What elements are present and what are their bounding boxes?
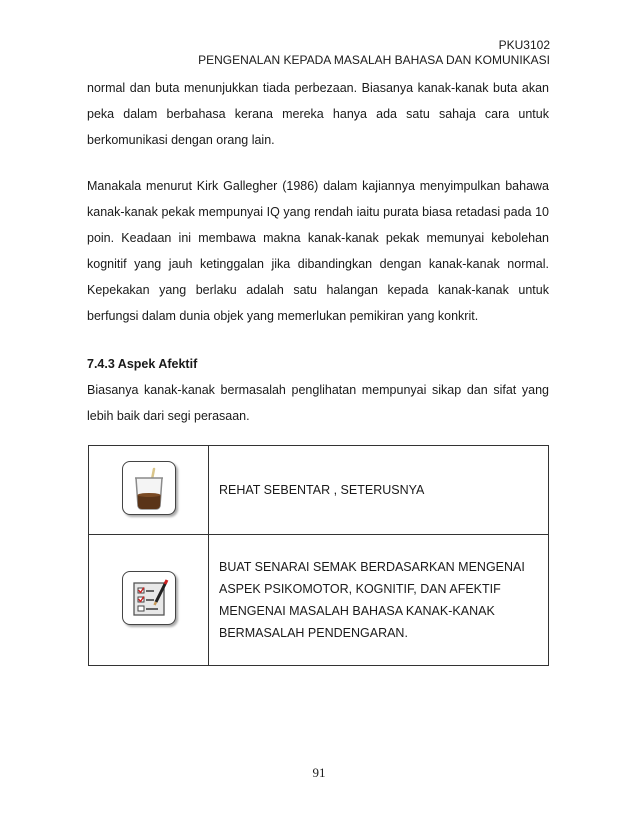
activity-text: BUAT SENARAI SEMAK BERDASARKAN MENGENAI ASPEK PSIKOMOTOR, KOGNITIF, DAN AFEKTIF MENGENAI MASALAH BAHASA KANAK-KANAK BERMASALAH PENDENGARAN. bbox=[209, 535, 549, 666]
beaker-icon bbox=[122, 461, 176, 515]
page-header bbox=[198, 38, 550, 68]
activity-row bbox=[89, 446, 549, 535]
paragraph: Manakala menurut Kirk Gallegher (1986) dalam kajiannya menyimpulkan bahawa kanak-kanak pekak mempunyai IQ yang rendah iaitu purata biasa retadasi pada 10 poin. Keadaan ini membawa makna kanak-kanak pekak memunyai kebolehan kognitif yang jauh ketinggalan jika dibandingkan dengan kanak-kanak normal. Kepekakan yang berlaku adalah satu halangan kepada kanak-kanak untuk berfungsi dalam dunia objek yang memerlukan pemikiran yang konkrit. bbox=[87, 179, 549, 323]
course-title: PENGENALAN KEPADA MASALAH BAHASA DAN KOMUNIKASI bbox=[198, 53, 550, 67]
section-heading: 7.4.3 Aspek Afektif bbox=[87, 357, 198, 371]
checklist-icon bbox=[122, 571, 176, 625]
activity-table bbox=[88, 445, 549, 666]
page-number: 91 bbox=[312, 765, 326, 780]
section-body: Biasanya kanak-kanak bermasalah penglihatan mempunyai sikap dan sifat yang lebih baik dari segi perasaan. bbox=[87, 383, 549, 423]
activity-row bbox=[89, 535, 549, 666]
paragraph: normal dan buta menunjukkan tiada perbezaan. Biasanya kanak-kanak buta akan peka dalam berbahasa kerana mereka hanya ada satu sahaja cara untuk berkomunikasi dengan orang lain. bbox=[87, 81, 549, 147]
main-content bbox=[87, 75, 549, 429]
course-code: PKU3102 bbox=[498, 38, 550, 52]
activity-text: REHAT SEBENTAR , SETERUSNYA bbox=[209, 446, 549, 535]
